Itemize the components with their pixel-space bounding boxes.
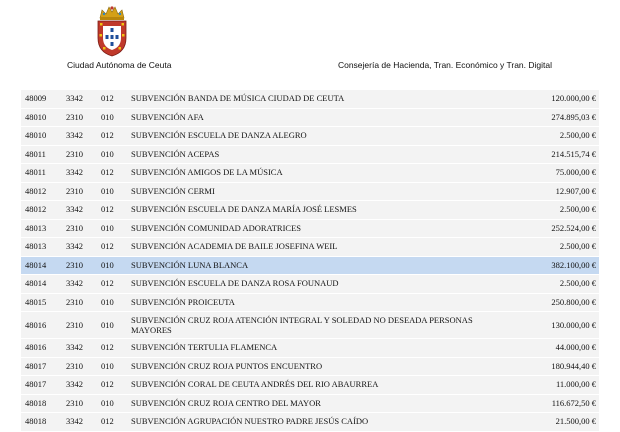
cell-concept: SUBVENCIÓN PROICEUTA <box>131 296 235 307</box>
cell-concept: SUBVENCIÓN COMUNIDAD ADORATRICES <box>131 222 302 233</box>
cell-program: 3342 <box>66 379 83 389</box>
cell-subprogram: 010 <box>101 185 114 196</box>
table-row <box>21 146 599 165</box>
cell-subprogram: 012 <box>101 342 114 352</box>
cell-code: 48013 <box>25 241 47 251</box>
cell-program: 2310 <box>66 148 83 159</box>
cell-program: 3342 <box>66 130 83 140</box>
cell-program: 2310 <box>66 397 83 408</box>
cell-code: 48016 <box>25 320 47 330</box>
cell-program: 3342 <box>66 241 83 251</box>
cell-subprogram: 012 <box>101 204 114 214</box>
document-header <box>0 0 620 90</box>
table-row <box>21 312 599 339</box>
cell-subprogram: 010 <box>101 320 114 330</box>
table-row <box>21 127 599 146</box>
cell-concept: SUBVENCIÓN AGRUPACIÓN NUESTRO PADRE JESÚS CAÍDO <box>131 416 369 426</box>
table-row <box>21 395 599 414</box>
cell-code: 48015 <box>25 296 47 307</box>
table-row <box>21 183 599 202</box>
cell-amount: 11.000,00 € <box>555 379 596 389</box>
cell-code: 48014 <box>25 278 47 288</box>
cell-program: 3342 <box>66 93 83 103</box>
cell-concept: SUBVENCIÓN ACEPAS <box>131 148 220 159</box>
cell-program: 2310 <box>66 296 83 307</box>
cell-subprogram: 012 <box>101 278 114 288</box>
cell-program: 3342 <box>66 204 83 214</box>
cell-amount: 252.524,00 € <box>551 222 596 233</box>
table-row <box>21 294 599 313</box>
cell-subprogram: 010 <box>101 296 114 307</box>
cell-code: 48014 <box>25 259 47 270</box>
cell-amount: 116.672,50 € <box>551 397 596 408</box>
cell-code: 48010 <box>25 130 47 140</box>
cell-code: 48011 <box>25 148 46 159</box>
cell-concept: SUBVENCIÓN CRUZ ROJA CENTRO DEL MAYOR <box>131 397 321 408</box>
cell-amount: 75.000,00 € <box>555 167 596 177</box>
cell-program: 3342 <box>66 167 83 177</box>
cell-concept: SUBVENCIÓN CORAL DE CEUTA ANDRÉS DEL RIO ABAURREA <box>131 379 379 389</box>
cell-code: 48009 <box>25 93 47 103</box>
table-row <box>21 201 599 220</box>
cell-program: 3342 <box>66 416 83 426</box>
cell-code: 48018 <box>25 397 47 408</box>
cell-subprogram: 012 <box>101 130 114 140</box>
table-row <box>21 275 599 294</box>
cell-subprogram: 012 <box>101 241 114 251</box>
cell-amount: 274.895,03 € <box>551 111 596 122</box>
cell-amount: 120.000,00 € <box>551 93 596 103</box>
cell-amount: 130.000,00 € <box>551 320 596 330</box>
cell-program: 3342 <box>66 342 83 352</box>
cell-amount: 2.500,00 € <box>559 241 596 251</box>
table-row <box>21 339 599 358</box>
table-row <box>21 109 599 128</box>
cell-subprogram: 012 <box>101 93 114 103</box>
cell-code: 48017 <box>25 360 47 371</box>
cell-concept: SUBVENCIÓN BANDA DE MÚSICA CIUDAD DE CEUTA <box>131 93 345 103</box>
coat-of-arms-icon <box>92 4 132 58</box>
table-row <box>21 413 599 432</box>
cell-amount: 180.944,40 € <box>551 360 596 371</box>
cell-amount: 44.000,00 € <box>555 342 596 352</box>
cell-concept: SUBVENCIÓN ACADEMIA DE BAILE JOSEFINA WEIL <box>131 241 338 251</box>
table-row <box>21 358 599 377</box>
cell-amount: 21.500,00 € <box>555 416 596 426</box>
cell-concept: SUBVENCIÓN ESCUELA DE DANZA ALEGRO <box>131 130 307 140</box>
cell-amount: 2.500,00 € <box>559 278 596 288</box>
cell-code: 48017 <box>25 379 47 389</box>
cell-concept: SUBVENCIÓN ESCUELA DE DANZA MARÍA JOSÉ LESMES <box>131 204 357 214</box>
cell-amount: 382.100,00 € <box>551 259 596 270</box>
cell-subprogram: 012 <box>101 379 114 389</box>
cell-amount: 214.515,74 € <box>551 148 596 159</box>
cell-concept: SUBVENCIÓN LUNA BLANCA <box>131 259 249 270</box>
table-row <box>21 238 599 257</box>
cell-program: 2310 <box>66 259 83 270</box>
cell-program: 2310 <box>66 222 83 233</box>
cell-concept: SUBVENCIÓN CERMI <box>131 185 215 196</box>
cell-code: 48013 <box>25 222 47 233</box>
cell-amount: 12.907,00 € <box>555 185 596 196</box>
cell-code: 48012 <box>25 185 47 196</box>
cell-amount: 250.800,00 € <box>551 296 596 307</box>
table-row <box>21 376 599 395</box>
cell-concept: SUBVENCIÓN CRUZ ROJA ATENCIÓN INTEGRAL Y SOLEDAD NO DESEADA PERSONAS MAYORES <box>131 315 473 335</box>
cell-subprogram: 010 <box>101 148 114 159</box>
cell-concept: SUBVENCIÓN AMIGOS DE LA MÚSICA <box>131 167 283 177</box>
cell-subprogram: 010 <box>101 259 114 270</box>
table-row-selected[interactable] <box>21 257 599 276</box>
cell-concept: SUBVENCIÓN TERTULIA FLAMENCA <box>131 342 278 352</box>
cell-code: 48018 <box>25 416 47 426</box>
cell-program: 2310 <box>66 320 83 330</box>
cell-code: 48012 <box>25 204 47 214</box>
cell-subprogram: 012 <box>101 416 114 426</box>
cell-concept: SUBVENCIÓN ESCUELA DE DANZA ROSA FOUNAUD <box>131 278 339 288</box>
cell-code: 48010 <box>25 111 47 122</box>
cell-program: 2310 <box>66 185 83 196</box>
cell-code: 48011 <box>25 167 46 177</box>
cell-subprogram: 010 <box>101 360 114 371</box>
table-row <box>21 90 599 109</box>
cell-concept: SUBVENCIÓN AFA <box>131 111 204 122</box>
cell-amount: 2.500,00 € <box>559 204 596 214</box>
cell-code: 48016 <box>25 342 47 352</box>
cell-program: 2310 <box>66 360 83 371</box>
org-name-left: Ciudad Autónoma de Ceuta <box>67 60 172 70</box>
cell-program: 2310 <box>66 111 83 122</box>
table-row <box>21 164 599 183</box>
cell-concept: SUBVENCIÓN CRUZ ROJA PUNTOS ENCUENTRO <box>131 360 323 371</box>
org-name-right: Consejería de Hacienda, Tran. Económico y Tran. Digital <box>337 60 552 70</box>
cell-amount: 2.500,00 € <box>559 130 596 140</box>
cell-subprogram: 010 <box>101 222 114 233</box>
subsidy-table <box>21 90 599 432</box>
cell-subprogram: 012 <box>101 167 114 177</box>
table-row <box>21 220 599 239</box>
cell-program: 3342 <box>66 278 83 288</box>
cell-subprogram: 010 <box>101 111 114 122</box>
cell-subprogram: 010 <box>101 397 114 408</box>
